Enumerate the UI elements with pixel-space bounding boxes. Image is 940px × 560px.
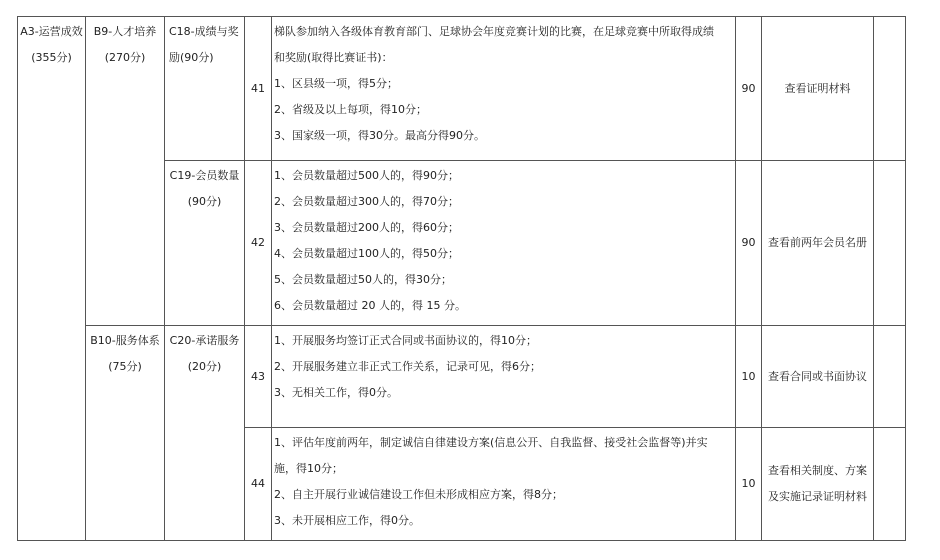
rule-cell <box>272 326 736 428</box>
rule-line: 2、省级及以上每项，得10分； <box>274 103 427 116</box>
c20-cell <box>165 326 245 541</box>
rule-line: 2、会员数量超过300人的，得70分； <box>274 195 459 208</box>
item-number: 41 <box>245 17 272 161</box>
b9-name: B9-人才培养 <box>93 25 157 38</box>
a3-points: (355分) <box>31 51 72 64</box>
rule-line: 3、未开展相应工作，得0分。 <box>274 514 420 527</box>
method-cell <box>762 161 874 326</box>
rule-line: 3、会员数量超过200人的，得60分； <box>274 221 459 234</box>
score-cell: 10 <box>736 428 762 541</box>
method-line: 查看证明材料 <box>784 81 851 95</box>
score-cell: 90 <box>736 17 762 161</box>
evaluation-table <box>17 16 906 541</box>
rule-line: 2、开展服务建立非正式工作关系，记录可见，得6分； <box>274 360 541 373</box>
score-cell: 10 <box>736 326 762 428</box>
rule-line: 4、会员数量超过100人的，得50分； <box>274 247 459 260</box>
b10-name: B10-服务体系 <box>90 334 160 347</box>
rule-line: 1、区县级一项，得5分； <box>274 77 398 90</box>
c20-points: (20分) <box>187 360 222 373</box>
score-cell: 90 <box>736 161 762 326</box>
c19-name: C19-会员数量 <box>169 169 240 182</box>
rule-cell <box>272 161 736 326</box>
rule-line: 3、无相关工作，得0分。 <box>274 386 398 399</box>
item-number: 44 <box>245 428 272 541</box>
blank-cell <box>874 428 906 541</box>
rule-line: 6、会员数量超过 20 人的，得 15 分。 <box>274 299 466 312</box>
rule-line: 5、会员数量超过50人的，得30分； <box>274 273 452 286</box>
rule-line: 1、评估年度前两年，制定诚信自律建设方案(信息公开、自我监督、接受社会监督等)并实 <box>274 436 708 449</box>
b10-points: (75分) <box>108 360 142 373</box>
item-number: 42 <box>245 161 272 326</box>
b10-cell <box>86 326 165 541</box>
c18-cell <box>165 17 245 161</box>
c20-name: C20-承诺服务 <box>169 334 240 347</box>
item-number: 43 <box>245 326 272 428</box>
rule-line: 梯队参加纳入各级体育教育部门、足球协会年度竞赛计划的比赛，在足球竞赛中所取得成绩 <box>274 25 714 38</box>
method-line: 查看相关制度、方案 <box>768 464 867 477</box>
method-line: 及实施记录证明材料 <box>768 490 867 503</box>
rule-line: 和奖励(取得比赛证书)： <box>274 51 393 64</box>
rule-line: 3、国家级一项，得30分。最高分得90分。 <box>274 129 485 142</box>
c18-name: C18-成绩与奖 <box>169 25 239 38</box>
method-cell <box>762 326 874 428</box>
method-cell <box>762 428 874 541</box>
rule-line: 2、自主开展行业诚信建设工作但未形成相应方案，得8分； <box>274 488 563 501</box>
blank-cell <box>874 161 906 326</box>
c18-name-cont: 励(90分) <box>169 51 214 64</box>
b9-cell <box>86 17 165 326</box>
method-line: 查看前两年会员名册 <box>768 236 867 249</box>
method-line: 查看合同或书面协议 <box>768 369 867 383</box>
rule-line: 1、开展服务均签订正式合同或书面协议的，得10分； <box>274 334 537 347</box>
rule-line: 1、会员数量超过500人的，得90分； <box>274 169 459 182</box>
blank-cell <box>874 326 906 428</box>
c19-points: (90分) <box>187 195 222 208</box>
blank-cell <box>874 17 906 161</box>
table-row <box>18 326 906 428</box>
c19-cell <box>165 161 245 326</box>
a3-name: A3-运营成效 <box>20 25 83 38</box>
rule-cell <box>272 428 736 541</box>
a3-cell <box>18 17 86 541</box>
method-cell <box>762 17 874 161</box>
rule-cell <box>272 17 736 161</box>
rule-line: 施，得10分； <box>274 462 343 475</box>
table-row <box>18 17 906 161</box>
b9-points: (270分) <box>104 51 146 64</box>
